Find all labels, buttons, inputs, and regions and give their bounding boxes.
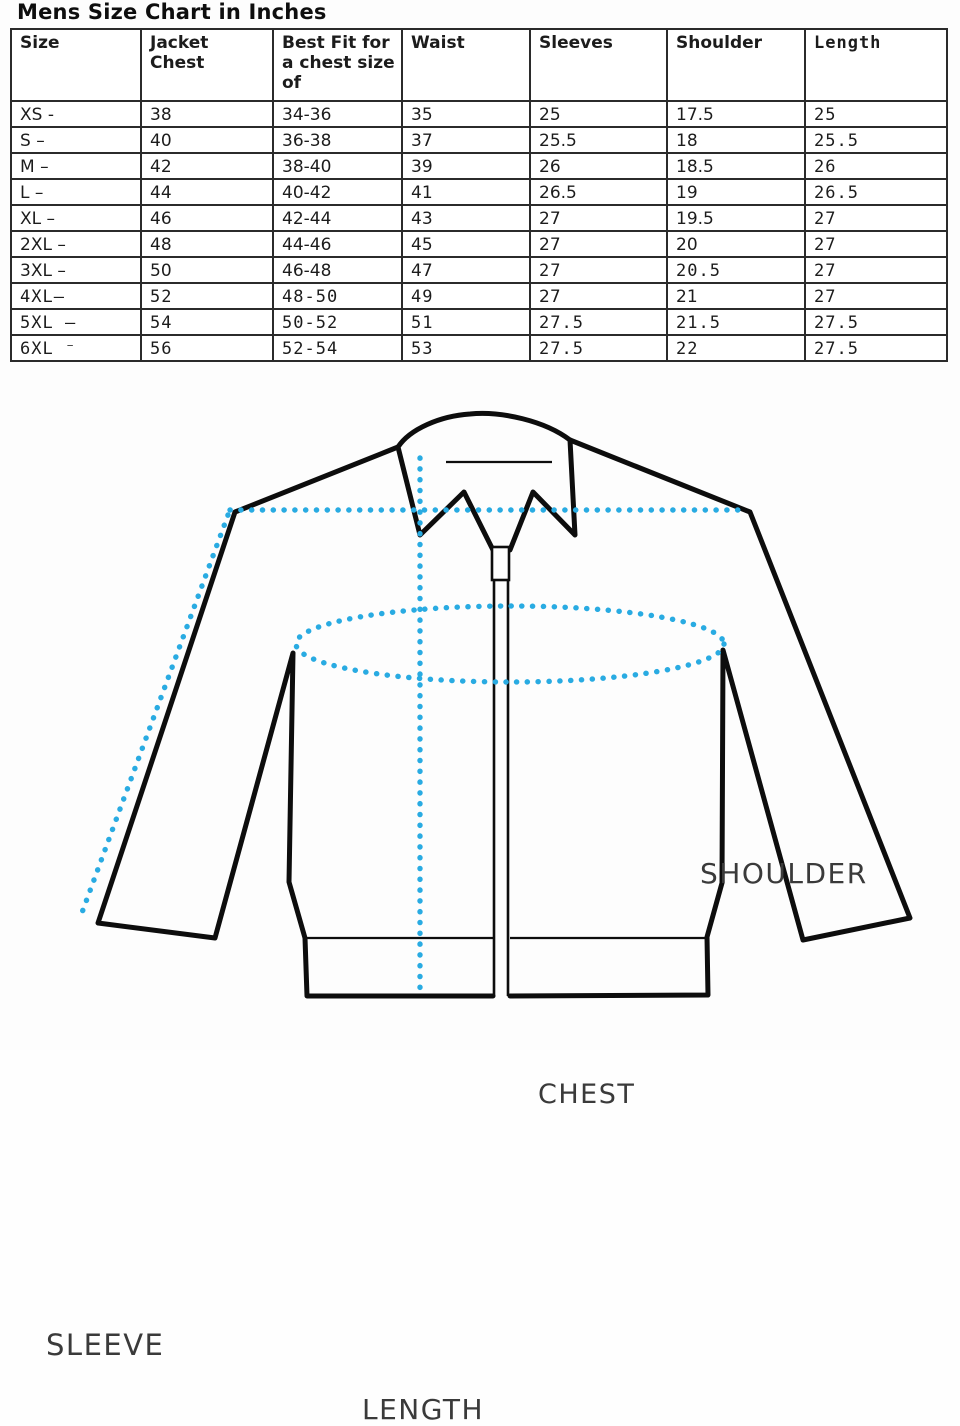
table-cell: 52 xyxy=(141,283,273,309)
column-header-jacket: Jacket Chest xyxy=(141,29,273,101)
column-header-sleeves: Sleeves xyxy=(530,29,667,101)
table-row xyxy=(11,205,947,231)
table-cell: 27 xyxy=(805,231,947,257)
table-row xyxy=(11,335,947,361)
table-cell: 27 xyxy=(805,283,947,309)
table-cell: 27 xyxy=(805,205,947,231)
zipper-lines xyxy=(494,580,508,996)
column-header-shoulder: Shoulder xyxy=(667,29,805,101)
table-cell: 44 xyxy=(141,179,273,205)
table-cell: M – xyxy=(11,153,141,179)
sleeve-label: SLEEVE xyxy=(46,1328,165,1362)
table-row xyxy=(11,179,947,205)
table-cell: 34-36 xyxy=(273,101,402,127)
sleeve-measure-line xyxy=(80,515,228,918)
size-table-header xyxy=(11,29,947,101)
table-cell: 42-44 xyxy=(273,205,402,231)
table-cell: 21 xyxy=(667,283,805,309)
table-row xyxy=(11,283,947,309)
table-cell: 27 xyxy=(530,205,667,231)
table-cell: 17.5 xyxy=(667,101,805,127)
table-cell: 19.5 xyxy=(667,205,805,231)
table-cell: 27 xyxy=(530,283,667,309)
table-cell: 26.5 xyxy=(530,179,667,205)
table-row xyxy=(11,101,947,127)
collar-outline xyxy=(398,413,575,550)
table-cell: 20.5 xyxy=(667,257,805,283)
jacket-drawing xyxy=(0,395,960,1050)
table-cell: XL – xyxy=(11,205,141,231)
column-header-size: Size xyxy=(11,29,141,101)
table-cell: 50 xyxy=(141,257,273,283)
table-cell: 25 xyxy=(805,101,947,127)
table-cell: 40 xyxy=(141,127,273,153)
length-label: LENGTH xyxy=(362,1393,485,1426)
table-row xyxy=(11,257,947,283)
table-cell: 52-54 xyxy=(273,335,402,361)
chest-measure-line xyxy=(296,606,724,682)
table-row xyxy=(11,153,947,179)
table-cell: 27.5 xyxy=(530,309,667,335)
jacket-diagram xyxy=(0,395,960,1426)
jacket-outline-right xyxy=(510,440,910,996)
table-cell: 21.5 xyxy=(667,309,805,335)
table-cell: 50-52 xyxy=(273,309,402,335)
table-cell: 27.5 xyxy=(530,335,667,361)
table-cell: 26 xyxy=(805,153,947,179)
column-header-length: Length xyxy=(805,29,947,101)
table-cell: 48 xyxy=(141,231,273,257)
table-cell: 38 xyxy=(141,101,273,127)
table-cell: 27 xyxy=(530,231,667,257)
page-title: Mens Size Chart in Inches xyxy=(17,0,327,24)
table-cell: 49 xyxy=(402,283,530,309)
chest-label: CHEST xyxy=(538,1079,636,1110)
table-cell: 39 xyxy=(402,153,530,179)
table-cell: 5XL – xyxy=(11,309,141,335)
table-cell: 26.5 xyxy=(805,179,947,205)
table-cell: 53 xyxy=(402,335,530,361)
table-cell: 22 xyxy=(667,335,805,361)
table-cell: 40-42 xyxy=(273,179,402,205)
table-cell: 47 xyxy=(402,257,530,283)
column-header-waist: Waist xyxy=(402,29,530,101)
table-cell: 43 xyxy=(402,205,530,231)
zipper-pull xyxy=(492,547,509,580)
table-row xyxy=(11,309,947,335)
table-cell: 35 xyxy=(402,101,530,127)
table-cell: 46 xyxy=(141,205,273,231)
table-cell: 54 xyxy=(141,309,273,335)
table-cell: 51 xyxy=(402,309,530,335)
table-cell: 25 xyxy=(530,101,667,127)
column-header-best: Best Fit for a chest size of xyxy=(273,29,402,101)
table-cell: 18 xyxy=(667,127,805,153)
table-cell: 6XL ⁻ xyxy=(11,335,141,361)
table-cell: 36-38 xyxy=(273,127,402,153)
table-row xyxy=(11,127,947,153)
table-cell: 20 xyxy=(667,231,805,257)
table-cell: 42 xyxy=(141,153,273,179)
size-table xyxy=(10,28,948,362)
table-cell: 44-46 xyxy=(273,231,402,257)
table-cell: 48-50 xyxy=(273,283,402,309)
table-cell: 25.5 xyxy=(530,127,667,153)
size-table-body xyxy=(11,101,947,361)
table-cell: 46-48 xyxy=(273,257,402,283)
table-cell: 27 xyxy=(805,257,947,283)
table-cell: L – xyxy=(11,179,141,205)
table-cell: 26 xyxy=(530,153,667,179)
table-cell: 37 xyxy=(402,127,530,153)
table-cell: 27 xyxy=(530,257,667,283)
table-cell: 38-40 xyxy=(273,153,402,179)
table-cell: S – xyxy=(11,127,141,153)
table-cell: 4XL– xyxy=(11,283,141,309)
table-cell: 45 xyxy=(402,231,530,257)
table-cell: 2XL – xyxy=(11,231,141,257)
table-row xyxy=(11,231,947,257)
table-cell: 56 xyxy=(141,335,273,361)
table-header-row xyxy=(11,29,947,101)
table-cell: XS - xyxy=(11,101,141,127)
table-cell: 27.5 xyxy=(805,335,947,361)
table-cell: 18.5 xyxy=(667,153,805,179)
table-cell: 27.5 xyxy=(805,309,947,335)
shoulder-label: SHOULDER xyxy=(700,857,868,890)
table-cell: 3XL – xyxy=(11,257,141,283)
table-cell: 19 xyxy=(667,179,805,205)
table-cell: 25.5 xyxy=(805,127,947,153)
jacket-outline-left xyxy=(98,447,493,996)
table-cell: 41 xyxy=(402,179,530,205)
